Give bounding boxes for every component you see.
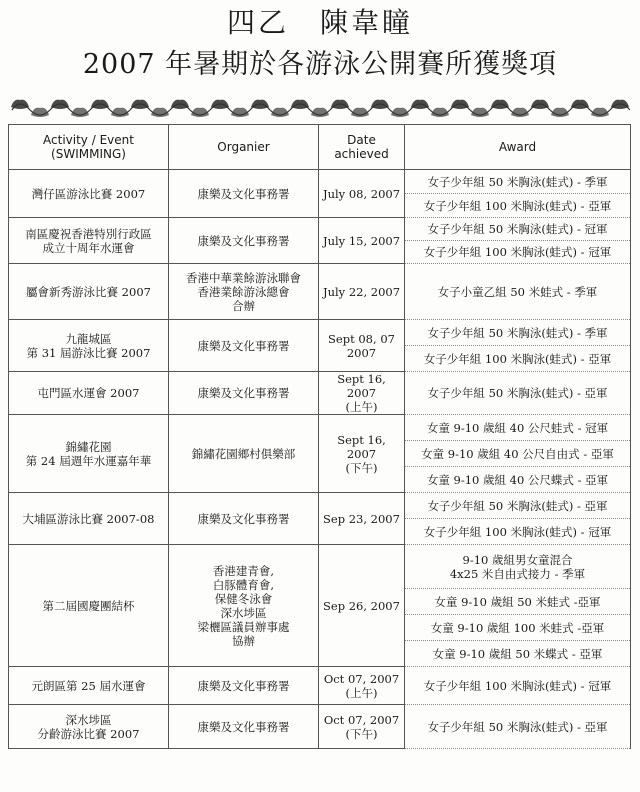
award-cell: 女童 9-10 歲組 50 米蝶式 - 亞軍	[405, 641, 631, 667]
table-row	[9, 667, 631, 705]
date-cell: July 15, 2007	[319, 218, 405, 264]
organizer-cell: 康樂及文化事務署	[169, 493, 319, 545]
award-cell: 女童 9-10 歲組 50 米蛙式 -亞軍	[405, 589, 631, 615]
table-row	[9, 372, 631, 415]
organizer-cell: 香港中華業餘游泳聯會 香港業餘游泳總會 合辦	[169, 264, 319, 320]
award-cell: 女子少年組 50 米胸泳(蛙式) - 亞軍	[405, 372, 631, 415]
leaf-border-decoration	[10, 94, 630, 122]
date-cell: Oct 07, 2007 (上午)	[319, 667, 405, 705]
award-cell: 女子少年組 50 米胸泳(蛙式) - 冠軍	[405, 218, 631, 241]
organizer-cell: 香港建青會, 白豚體育會, 保健冬泳會 深水埗區 梁欐區議員辦事處 協辦	[169, 545, 319, 667]
award-cell: 女子少年組 100 米胸泳(蛙式) - 冠軍	[405, 519, 631, 545]
award-cell: 女子小童乙組 50 米蛙式 - 季軍	[405, 264, 631, 320]
awards-table	[8, 124, 631, 749]
award-cell: 女子少年組 50 米胸泳(蛙式) - 亞軍	[405, 493, 631, 519]
award-cell: 女子少年組 100 米胸泳(蛙式) - 亞軍	[405, 346, 631, 372]
event-name-cell: 元朗區第 25 屆水運會	[9, 667, 169, 705]
table-row	[9, 493, 631, 519]
award-cell: 女子少年組 50 米胸泳(蛙式) - 季軍	[405, 170, 631, 194]
awards-table-body	[9, 170, 631, 749]
award-cell: 女子少年組 100 米胸泳(蛙式) - 亞軍	[405, 194, 631, 218]
page-subtitle: 2007 年暑期於各游泳公開賽所獲獎項	[82, 49, 558, 80]
date-cell: Oct 07, 2007 (下午)	[319, 705, 405, 749]
award-cell: 女子少年組 100 米胸泳(蛙式) - 冠軍	[405, 667, 631, 705]
award-cell: 女童 9-10 歲組 40 公尺蝶式 - 亞軍	[405, 467, 631, 493]
event-name-cell: 九龍城區 第 31 屆游泳比賽 2007	[9, 320, 169, 372]
event-name-cell: 第二屆國慶團結杯	[9, 545, 169, 667]
award-cell: 女童 9-10 歲組 40 公尺蛙式 - 冠軍	[405, 415, 631, 441]
organizer-cell: 康樂及文化事務署	[169, 667, 319, 705]
organizer-cell: 康樂及文化事務署	[169, 372, 319, 415]
table-row	[9, 218, 631, 241]
column-header-award: Award	[405, 125, 631, 170]
column-header-date: Date achieved	[319, 125, 405, 170]
event-name-cell: 屬會新秀游泳比賽 2007	[9, 264, 169, 320]
table-row	[9, 264, 631, 320]
event-name-cell: 大埔區游泳比賽 2007-08	[9, 493, 169, 545]
table-row	[9, 705, 631, 749]
date-cell: Sep 26, 2007	[319, 545, 405, 667]
award-cell: 女子少年組 50 米胸泳(蛙式) - 季軍	[405, 320, 631, 346]
date-cell: Sept 16, 2007 (上午)	[319, 372, 405, 415]
award-cell: 女子少年組 50 米胸泳(蛙式) - 亞軍	[405, 705, 631, 749]
page-title: 四乙 陳韋瞳	[226, 6, 413, 39]
award-cell: 女子少年組 100 米胸泳(蛙式) - 冠軍	[405, 241, 631, 264]
organizer-cell: 康樂及文化事務署	[169, 705, 319, 749]
event-name-cell: 南區慶祝香港特別行政區 成立十周年水運會	[9, 218, 169, 264]
date-cell: Sep 23, 2007	[319, 493, 405, 545]
organizer-cell: 康樂及文化事務署	[169, 320, 319, 372]
award-cell: 女童 9-10 歲組 100 米蛙式 -亞軍	[405, 615, 631, 641]
date-cell: Sept 08, 07 2007	[319, 320, 405, 372]
organizer-cell: 錦繡花園鄉村俱樂部	[169, 415, 319, 493]
event-name-cell: 錦繡花園 第 24 屆週年水運嘉年華	[9, 415, 169, 493]
column-header-organizer: Organier	[169, 125, 319, 170]
date-cell: July 22, 2007	[319, 264, 405, 320]
organizer-cell: 康樂及文化事務署	[169, 218, 319, 264]
table-row	[9, 415, 631, 441]
table-row	[9, 170, 631, 194]
award-cell: 女童 9-10 歲組 40 公尺自由式 - 亞軍	[405, 441, 631, 467]
organizer-cell: 康樂及文化事務署	[169, 170, 319, 218]
table-row	[9, 545, 631, 589]
date-cell: Sept 16, 2007 (下午)	[319, 415, 405, 493]
event-name-cell: 屯門區水運會 2007	[9, 372, 169, 415]
table-row	[9, 320, 631, 346]
event-name-cell: 深水埗區 分齡游泳比賽 2007	[9, 705, 169, 749]
column-header-activity: Activity / Event (SWIMMING)	[9, 125, 169, 170]
event-name-cell: 灣仔區游泳比賽 2007	[9, 170, 169, 218]
award-cell: 9-10 歲組男女童混合 4x25 米自由式接力 - 季軍	[405, 545, 631, 589]
date-cell: July 08, 2007	[319, 170, 405, 218]
table-header-row	[9, 125, 631, 170]
